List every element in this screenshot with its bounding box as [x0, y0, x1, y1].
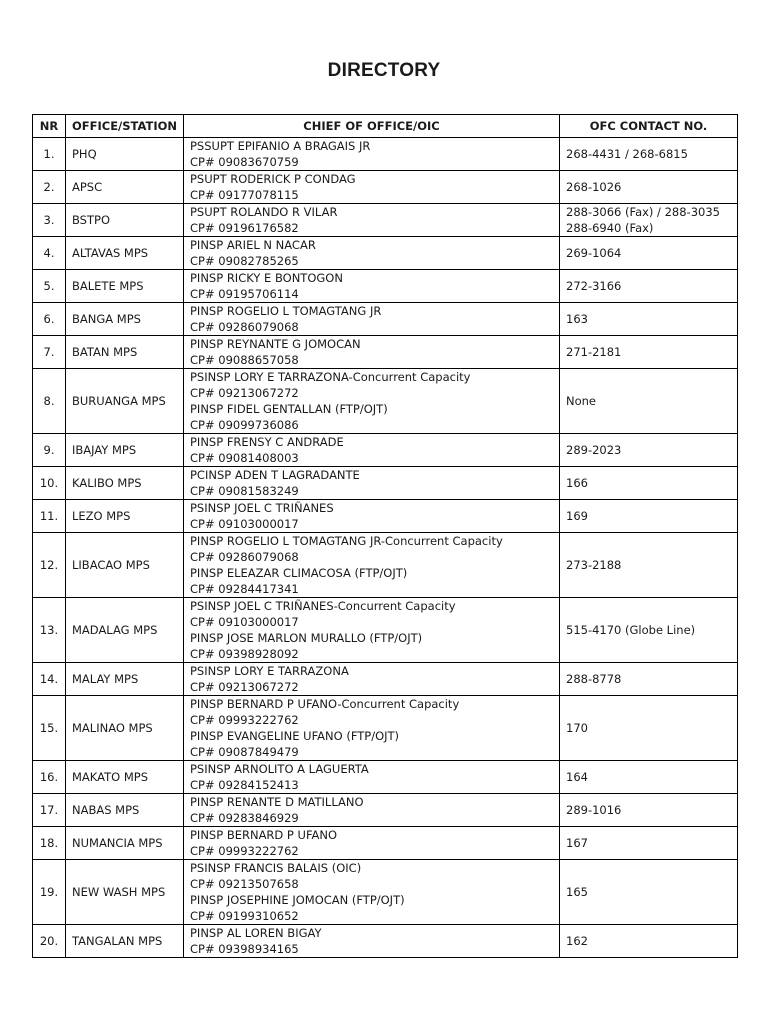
table-row [33, 533, 738, 598]
chief-name: PSINSP ARNOLITO A LAGUERTA [190, 762, 369, 776]
table-row [33, 270, 738, 303]
chief-phone: CP# 09286079068 [190, 320, 299, 334]
chief-of-office [184, 500, 560, 533]
office-contact [560, 204, 738, 237]
office-station: IBAJAY MPS [66, 434, 184, 467]
office-station: LIBACAO MPS [66, 533, 184, 598]
office-station: NUMANCIA MPS [66, 827, 184, 860]
chief-name: PINSP REYNANTE G JOMOCAN [190, 337, 361, 351]
chief-name: PINSP BERNARD P UFANO-Concurrent Capacity [190, 697, 460, 711]
chief-phone: CP# 09213067272 [190, 680, 299, 694]
office-contact [560, 171, 738, 204]
table-row [33, 336, 738, 369]
page-title: DIRECTORY [327, 60, 441, 81]
chief-of-office [184, 860, 560, 925]
office-station: BANGA MPS [66, 303, 184, 336]
chief-name: PSINSP LORY E TARRAZONA [190, 664, 349, 678]
office-contact [560, 533, 738, 598]
office-station: LEZO MPS [66, 500, 184, 533]
row-number: 16. [33, 761, 66, 794]
chief-of-office [184, 794, 560, 827]
chief-name: PINSP JOSE MARLON MURALLO (FTP/OJT) [190, 631, 423, 645]
office-station: ALTAVAS MPS [66, 237, 184, 270]
chief-of-office [184, 761, 560, 794]
chief-phone: CP# 09087849479 [190, 745, 299, 759]
office-station: MAKATO MPS [66, 761, 184, 794]
office-contact [560, 696, 738, 761]
office-station: MALINAO MPS [66, 696, 184, 761]
chief-name: PINSP EVANGELINE UFANO (FTP/OJT) [190, 729, 400, 743]
chief-phone: CP# 09196176582 [190, 221, 299, 235]
chief-phone: CP# 09177078115 [190, 188, 299, 202]
chief-phone: CP# 09103000017 [190, 615, 299, 629]
contact-number: 164 [566, 770, 588, 784]
table-row [33, 827, 738, 860]
chief-phone: CP# 09082785265 [190, 254, 299, 268]
office-contact [560, 860, 738, 925]
contact-number: 289-1016 [566, 803, 622, 817]
office-station: TANGALAN MPS [66, 925, 184, 958]
table-row [33, 761, 738, 794]
chief-name: PINSP RENANTE D MATILLANO [190, 795, 364, 809]
chief-name: PINSP ELEAZAR CLIMACOSA (FTP/OJT) [190, 566, 408, 580]
row-number: 17. [33, 794, 66, 827]
table-row [33, 598, 738, 663]
table-row [33, 696, 738, 761]
table-row [33, 860, 738, 925]
office-station: MADALAG MPS [66, 598, 184, 663]
table-row [33, 663, 738, 696]
row-number: 6. [33, 303, 66, 336]
chief-phone: CP# 09103000017 [190, 517, 299, 531]
contact-number: 269-1064 [566, 246, 622, 260]
row-number: 7. [33, 336, 66, 369]
chief-phone: CP# 09213507658 [190, 877, 299, 891]
contact-number: 169 [566, 509, 588, 523]
chief-of-office [184, 336, 560, 369]
row-number: 9. [33, 434, 66, 467]
chief-name: PINSP RICKY E BONTOGON [190, 271, 343, 285]
table-row [33, 204, 738, 237]
office-contact [560, 369, 738, 434]
chief-phone: CP# 09284152413 [190, 778, 299, 792]
chief-name: PINSP BERNARD P UFANO [190, 828, 338, 842]
contact-number: None [566, 394, 597, 408]
chief-phone: CP# 09195706114 [190, 287, 299, 301]
chief-name: PINSP FIDEL GENTALLAN (FTP/OJT) [190, 402, 388, 416]
office-contact [560, 761, 738, 794]
chief-phone: CP# 09088657058 [190, 353, 299, 367]
chief-name: PSUPT ROLANDO R VILAR [190, 205, 338, 219]
table-row [33, 500, 738, 533]
chief-of-office [184, 663, 560, 696]
column-header-nr: NR [33, 115, 66, 138]
contact-number: 288-6940 (Fax) [566, 221, 654, 235]
chief-phone: CP# 09398928092 [190, 647, 299, 661]
chief-phone: CP# 09286079068 [190, 550, 299, 564]
chief-of-office [184, 270, 560, 303]
chief-of-office [184, 237, 560, 270]
office-contact [560, 598, 738, 663]
chief-phone: CP# 09099736086 [190, 418, 299, 432]
office-contact [560, 467, 738, 500]
row-number: 8. [33, 369, 66, 434]
contact-number: 268-4431 / 268-6815 [566, 147, 688, 161]
contact-number: 268-1026 [566, 180, 622, 194]
row-number: 3. [33, 204, 66, 237]
office-contact [560, 827, 738, 860]
contact-number: 289-2023 [566, 443, 622, 457]
row-number: 11. [33, 500, 66, 533]
chief-phone: CP# 09283846929 [190, 811, 299, 825]
contact-number: 162 [566, 934, 588, 948]
table-row [33, 138, 738, 171]
chief-name: PINSP JOSEPHINE JOMOCAN (FTP/OJT) [190, 893, 405, 907]
chief-of-office [184, 696, 560, 761]
contact-number: 272-3166 [566, 279, 622, 293]
contact-number: 288-8778 [566, 672, 622, 686]
row-number: 13. [33, 598, 66, 663]
row-number: 10. [33, 467, 66, 500]
chief-phone: CP# 09398934165 [190, 942, 299, 956]
table-row [33, 794, 738, 827]
chief-of-office [184, 925, 560, 958]
chief-name: PSINSP JOEL C TRIÑANES-Concurrent Capacity [190, 599, 456, 613]
chief-of-office [184, 303, 560, 336]
chief-name: PSINSP LORY E TARRAZONA-Concurrent Capacity [190, 370, 471, 384]
office-contact [560, 794, 738, 827]
contact-number: 288-3066 (Fax) / 288-3035 [566, 205, 720, 219]
chief-name: PINSP FRENSY C ANDRADE [190, 435, 344, 449]
chief-phone: CP# 09213067272 [190, 386, 299, 400]
table-row [33, 303, 738, 336]
chief-of-office [184, 138, 560, 171]
chief-name: PSINSP FRANCIS BALAIS (OIC) [190, 861, 362, 875]
table-row [33, 467, 738, 500]
office-contact [560, 303, 738, 336]
office-contact [560, 270, 738, 303]
table-row [33, 171, 738, 204]
column-header-chief: CHIEF OF OFFICE/OIC [184, 115, 560, 138]
office-station: MALAY MPS [66, 663, 184, 696]
office-station: BSTPO [66, 204, 184, 237]
table-row [33, 925, 738, 958]
chief-of-office [184, 827, 560, 860]
contact-number: 165 [566, 885, 588, 899]
office-station: BALETE MPS [66, 270, 184, 303]
row-number: 20. [33, 925, 66, 958]
chief-phone: CP# 09993222762 [190, 713, 299, 727]
office-station: NEW WASH MPS [66, 860, 184, 925]
chief-of-office [184, 204, 560, 237]
contact-number: 167 [566, 836, 588, 850]
row-number: 5. [33, 270, 66, 303]
table-row [33, 369, 738, 434]
table-row [33, 434, 738, 467]
contact-number: 273-2188 [566, 558, 622, 572]
office-station: BATAN MPS [66, 336, 184, 369]
chief-phone: CP# 09081408003 [190, 451, 299, 465]
row-number: 18. [33, 827, 66, 860]
row-number: 1. [33, 138, 66, 171]
chief-phone: CP# 09284417341 [190, 582, 299, 596]
chief-name: PINSP ROGELIO L TOMAGTANG JR-Concurrent Capacity [190, 534, 503, 548]
office-station: NABAS MPS [66, 794, 184, 827]
row-number: 14. [33, 663, 66, 696]
chief-name: PSSUPT EPIFANIO A BRAGAIS JR [190, 139, 371, 153]
chief-of-office [184, 434, 560, 467]
chief-phone: CP# 09993222762 [190, 844, 299, 858]
chief-phone: CP# 09081583249 [190, 484, 299, 498]
chief-of-office [184, 171, 560, 204]
column-header-contact: OFC CONTACT NO. [560, 115, 738, 138]
contact-number: 271-2181 [566, 345, 622, 359]
chief-name: PSINSP JOEL C TRIÑANES [190, 501, 334, 515]
chief-of-office [184, 533, 560, 598]
row-number: 19. [33, 860, 66, 925]
chief-phone: CP# 09199310652 [190, 909, 299, 923]
chief-name: PCINSP ADEN T LAGRADANTE [190, 468, 360, 482]
table-row [33, 237, 738, 270]
chief-of-office [184, 369, 560, 434]
chief-phone: CP# 09083670759 [190, 155, 299, 169]
office-contact [560, 925, 738, 958]
contact-number: 170 [566, 721, 588, 735]
office-station: APSC [66, 171, 184, 204]
chief-name: PINSP ARIEL N NACAR [190, 238, 316, 252]
office-contact [560, 138, 738, 171]
row-number: 2. [33, 171, 66, 204]
row-number: 12. [33, 533, 66, 598]
contact-number: 515-4170 (Globe Line) [566, 623, 696, 637]
office-contact [560, 237, 738, 270]
directory-table [32, 114, 738, 958]
office-station: BURUANGA MPS [66, 369, 184, 434]
contact-number: 163 [566, 312, 588, 326]
chief-name: PINSP AL LOREN BIGAY [190, 926, 322, 940]
office-contact [560, 434, 738, 467]
chief-name: PINSP ROGELIO L TOMAGTANG JR [190, 304, 382, 318]
chief-name: PSUPT RODERICK P CONDAG [190, 172, 356, 186]
contact-number: 166 [566, 476, 588, 490]
office-contact [560, 663, 738, 696]
table-header-row [33, 115, 738, 138]
office-station: KALIBO MPS [66, 467, 184, 500]
column-header-office: OFFICE/STATION [66, 115, 184, 138]
chief-of-office [184, 467, 560, 500]
office-contact [560, 500, 738, 533]
row-number: 15. [33, 696, 66, 761]
row-number: 4. [33, 237, 66, 270]
office-station: PHQ [66, 138, 184, 171]
chief-of-office [184, 598, 560, 663]
office-contact [560, 336, 738, 369]
